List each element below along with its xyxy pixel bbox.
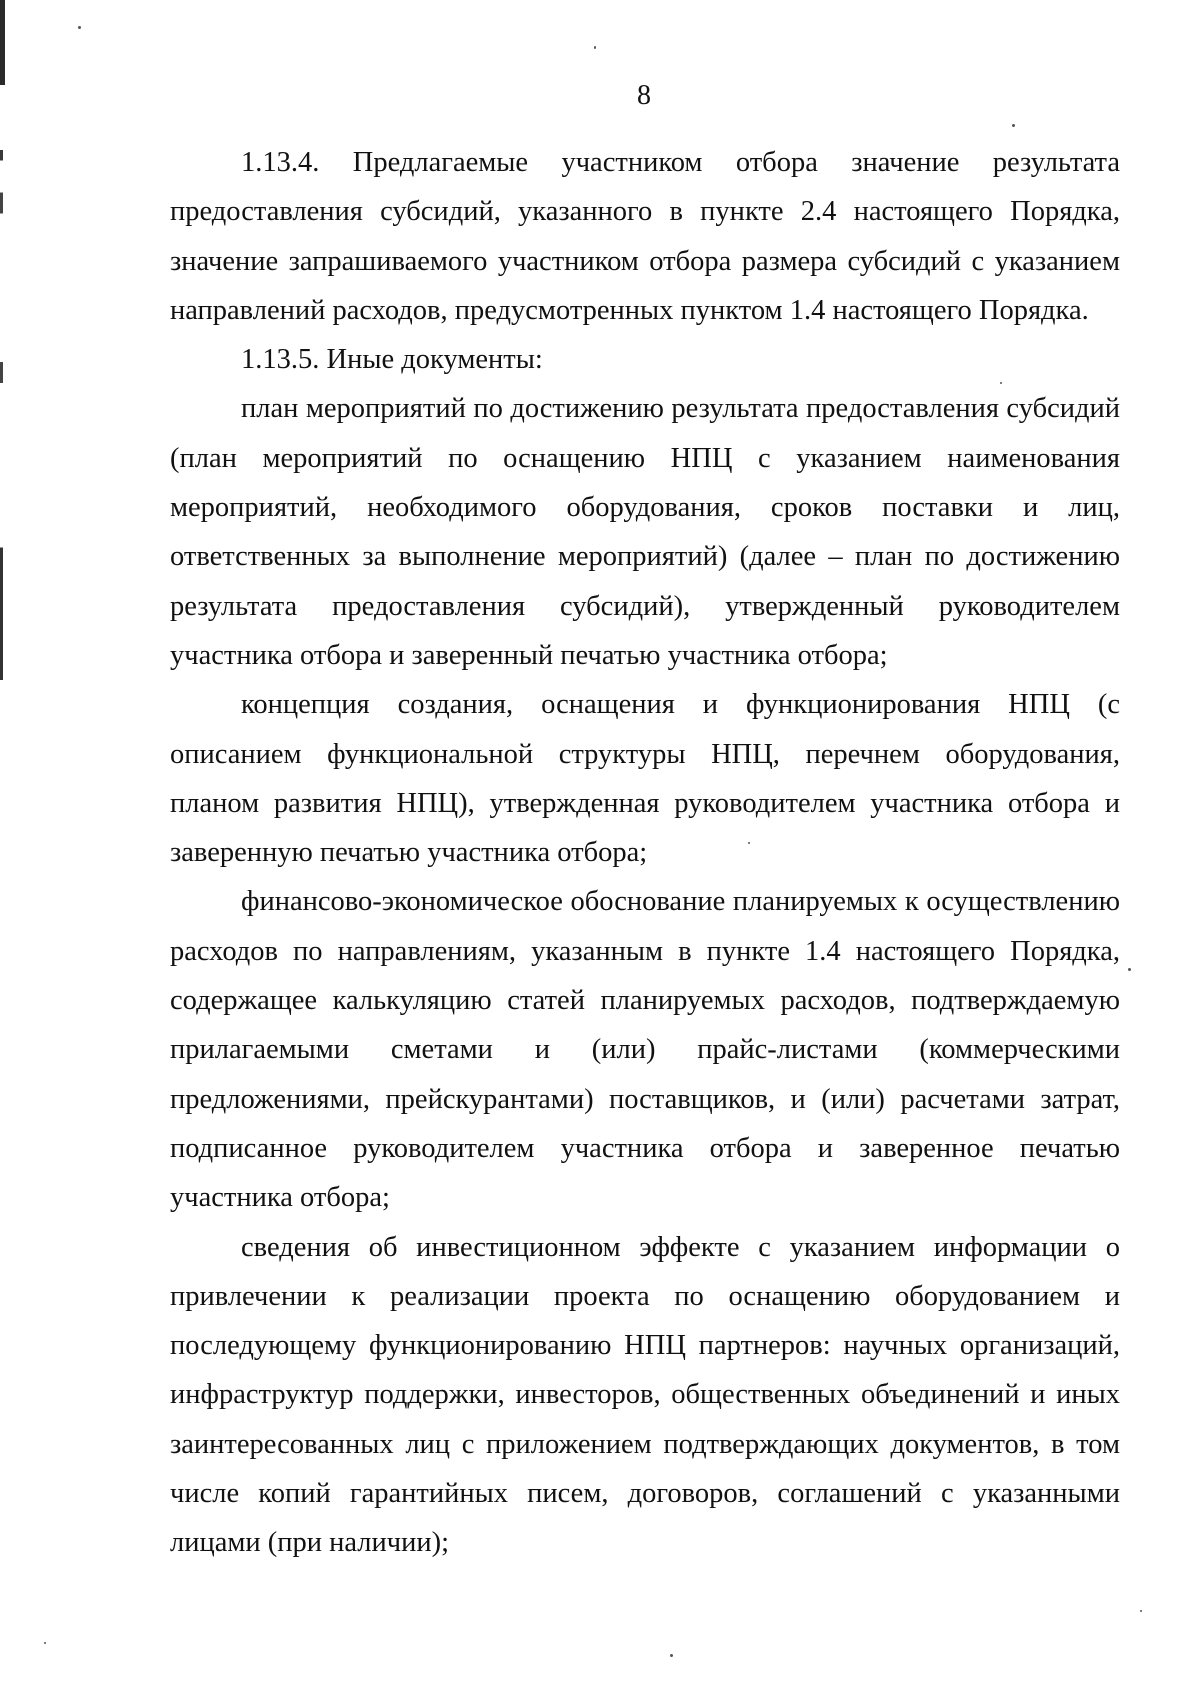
scan-speck [44,1642,46,1644]
document-body [170,138,1120,1568]
paragraph-financial-justification: финансово-экономическое обоснование планируемых к осуществлению расходов по направлениям, указанным в пункте 1.4 настоящего Порядка, содержащее калькуляцию статей планируемых расходов, подтверждаемую прилагаемыми сметами и (или) прайс-листами (коммерческими предложениями, прейскурантами) поставщиков, и (или) расчетами затрат, подписанное руководителем участника отбора и заверенное печатью участника отбора; [170,886,1120,1214]
page-number: 8 [637,80,651,111]
paragraph-investment-effect: сведения об инвестиционном эффекте с указанием информации о привлечении к реализации проекта по оснащению оборудованием и последующему функционированию НПЦ партнеров: научных организаций, инфраструктур поддержки, инвесторов, общественных объединений и иных заинтересованных лиц с приложением подтверждающих документов, в том числе копий гарантийных писем, договоров, соглашений с указанными лицами (при наличии); [170,1231,1120,1559]
scan-speck [1128,968,1131,971]
paragraph-concept: концепция создания, оснащения и функционирования НПЦ (с описанием функциональной структуры НПЦ, перечнем оборудования, планом развития НПЦ), утвержденная руководителем участника отбора и заверенную печатью участника отбора; [170,689,1120,869]
scan-edge-mark [0,0,5,85]
scan-speck [594,46,596,49]
paragraph-action-plan: план мероприятий по достижению результата предоставления субсидий (план мероприятий по оснащению НПЦ с указанием наименования мероприятий, необходимого оборудования, сроков поставки и лиц, ответственных за выполнение мероприятий) (далее – план по достижению результата предоставления субсидий), утвержденный руководителем участника отбора и заверенный печатью участника отбора; [170,393,1120,671]
scan-edge-mark [0,150,3,680]
scan-speck [78,26,81,29]
scan-speck [1140,1610,1142,1612]
scan-speck [1012,124,1015,127]
scan-speck [670,1654,673,1657]
paragraph-1-13-4: 1.13.4. Предлагаемые участником отбора значение результата предоставления субсидий, указанного в пункте 2.4 настоящего Порядка, значение запрашиваемого участником отбора размера субсидий с указанием направлений расходов, предусмотренных пунктом 1.4 настоящего Порядка. [170,147,1120,326]
paragraph-1-13-5: 1.13.5. Иные документы: [241,344,543,376]
